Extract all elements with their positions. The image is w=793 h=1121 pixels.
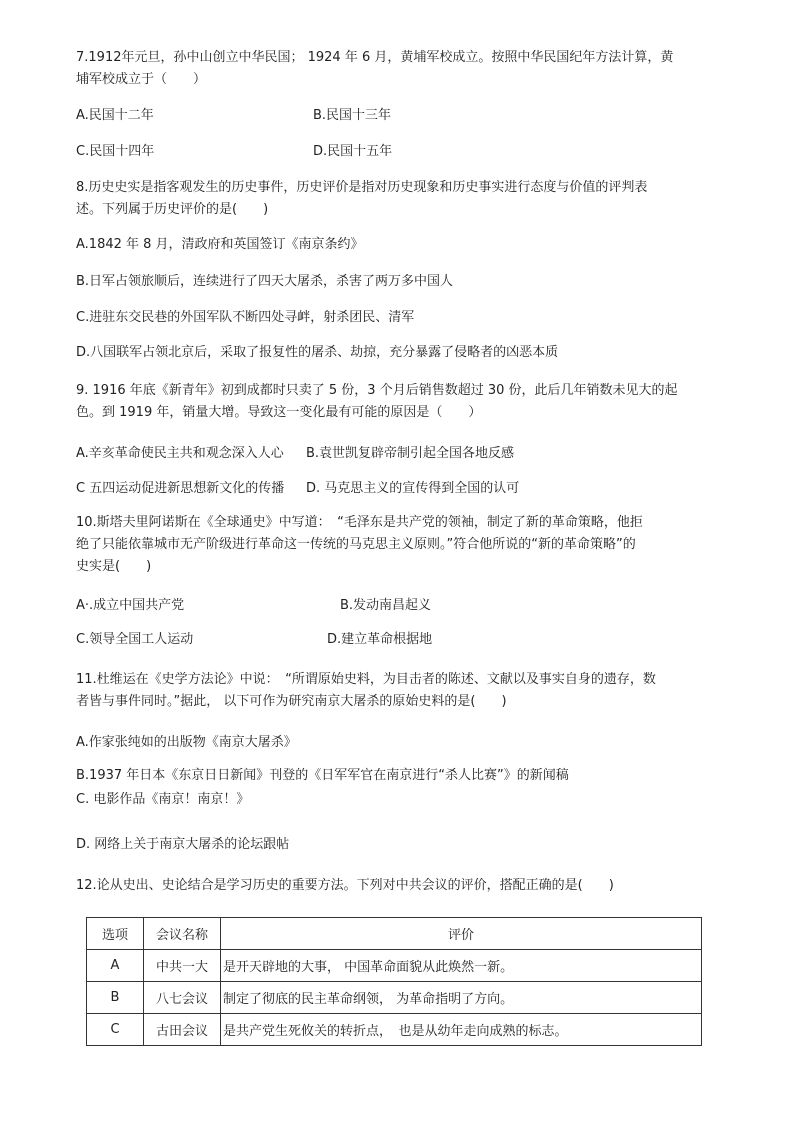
q9-stem-line1: 9. 1916 年底《新青年》初到成都时只卖了 5 份，3 个月后销售数超过 30 份，此后几年销数未见大的起 (76, 383, 678, 398)
q12-stem-line1: 12.论从史出、史论结合是学习历史的重要方法。下列对中共会议的评价，搭配正确的是( ) (76, 878, 614, 893)
q8-option-d: D.八国联军占领北京后，采取了报复性的屠杀、劫掠，充分暴露了侵略者的凶恶本质 (76, 345, 559, 360)
q10-option-c: C.领导全国工人运动 (76, 632, 194, 647)
q11-option-d: D. 网络上关于南京大屠杀的论坛跟帖 (76, 837, 290, 852)
q10-stem-line1: 10.斯塔夫里阿诺斯在《全球通史》中写道： “毛泽东是共产党的领袖，制定了新的革命策略，他拒 (76, 515, 643, 530)
q7-option-d: D.民国十五年 (313, 144, 393, 159)
q10-option-a: A·.成立中国共产党 (76, 598, 185, 613)
q7-option-b: B.民国十三年 (313, 108, 392, 123)
table-cell-option: A (87, 950, 144, 982)
q11-stem-line1: 11.杜维运在《史学方法论》中说： “所谓原始史料，为目击者的陈述、文献以及事实自身的遗存，数 (76, 672, 656, 687)
table-cell-evaluation: 制定了彻底的民主革命纲领， 为革命指明了方向。 (221, 982, 702, 1014)
table-cell-meeting: 中共一大 (144, 950, 221, 982)
q10-stem-line3: 史实是( ) (76, 559, 152, 574)
table-cell-evaluation: 是共产党生死攸关的转折点， 也是从幼年走向成熟的标志。 (221, 1014, 702, 1046)
table-cell-meeting: 古田会议 (144, 1014, 221, 1046)
table-cell-option: B (87, 982, 144, 1014)
table-cell-meeting: 八七会议 (144, 982, 221, 1014)
q9-option-d: D. 马克思主义的宣传得到全国的认可 (306, 481, 520, 496)
q7-option-a: A.民国十二年 (76, 108, 154, 123)
q9-option-b: B.袁世凯复辟帝制引起全国各地反感 (306, 446, 515, 461)
q10-option-b: B.发动南昌起义 (340, 598, 432, 613)
q10-option-d: D.建立革命根据地 (327, 632, 433, 647)
q8-option-c: C.进驻东交民巷的外国军队不断四处寻衅，射杀团民、清军 (76, 310, 415, 325)
q8-option-b: B.日军占领旅顺后，连续进行了四天大屠杀，杀害了两万多中国人 (76, 274, 454, 289)
q7-stem-line2: 埔军校成立于（ ） (76, 72, 207, 87)
table-header-meeting: 会议名称 (144, 918, 221, 950)
q8-stem-line2: 述。下列属于历史评价的是( ) (76, 202, 269, 217)
q10-stem-line2: 绝了只能依靠城市无产阶级进行革命这一传统的马克思主义原则。”符合他所说的“新的革命策略”的 (76, 537, 636, 552)
q7-option-c: C.民国十四年 (76, 144, 155, 159)
q7-stem-line1: 7.1912年元旦，孙中山创立中华民国； 1924 年 6 月，黄埔军校成立。按照中华民国纪年方法计算，黄 (76, 50, 674, 65)
table-header-row (87, 918, 702, 950)
table-row (87, 950, 702, 982)
q11-option-c: C. 电影作品《南京！南京！》 (76, 792, 250, 807)
q9-stem-line2: 色。到 1919 年，销量大增。导致这一变化最有可能的原因是（ ） (76, 405, 482, 420)
table-header-evaluation: 评价 (221, 918, 702, 950)
q9-option-c: C 五四运动促进新思想新文化的传播 (76, 481, 285, 496)
table-cell-evaluation: 是开天辟地的大事， 中国革命面貌从此焕然一新。 (221, 950, 702, 982)
table-row (87, 1014, 702, 1046)
table-row (87, 982, 702, 1014)
q8-option-a: A.1842 年 8 月，清政府和英国签订《南京条约》 (76, 237, 364, 252)
table-cell-option: C (87, 1014, 144, 1046)
q9-option-a: A.辛亥革命使民主共和观念深入人心 (76, 446, 284, 461)
q8-stem-line1: 8.历史史实是指客观发生的历史事件，历史评价是指对历史现象和历史事实进行态度与价值的评判表 (76, 180, 648, 195)
q11-option-a: A.作家张纯如的出版物《南京大屠杀》 (76, 735, 297, 750)
q11-stem-line2: 者皆与事件同时。”据此， 以下可作为研究南京大屠杀的原始史料的是( ) (76, 694, 507, 709)
table-header-option: 选项 (87, 918, 144, 950)
q11-option-b: B.1937 年日本《东京日日新闻》刊登的《日军军官在南京进行“杀人比赛”》的新闻稿 (76, 768, 569, 783)
q12-table (86, 917, 702, 1046)
